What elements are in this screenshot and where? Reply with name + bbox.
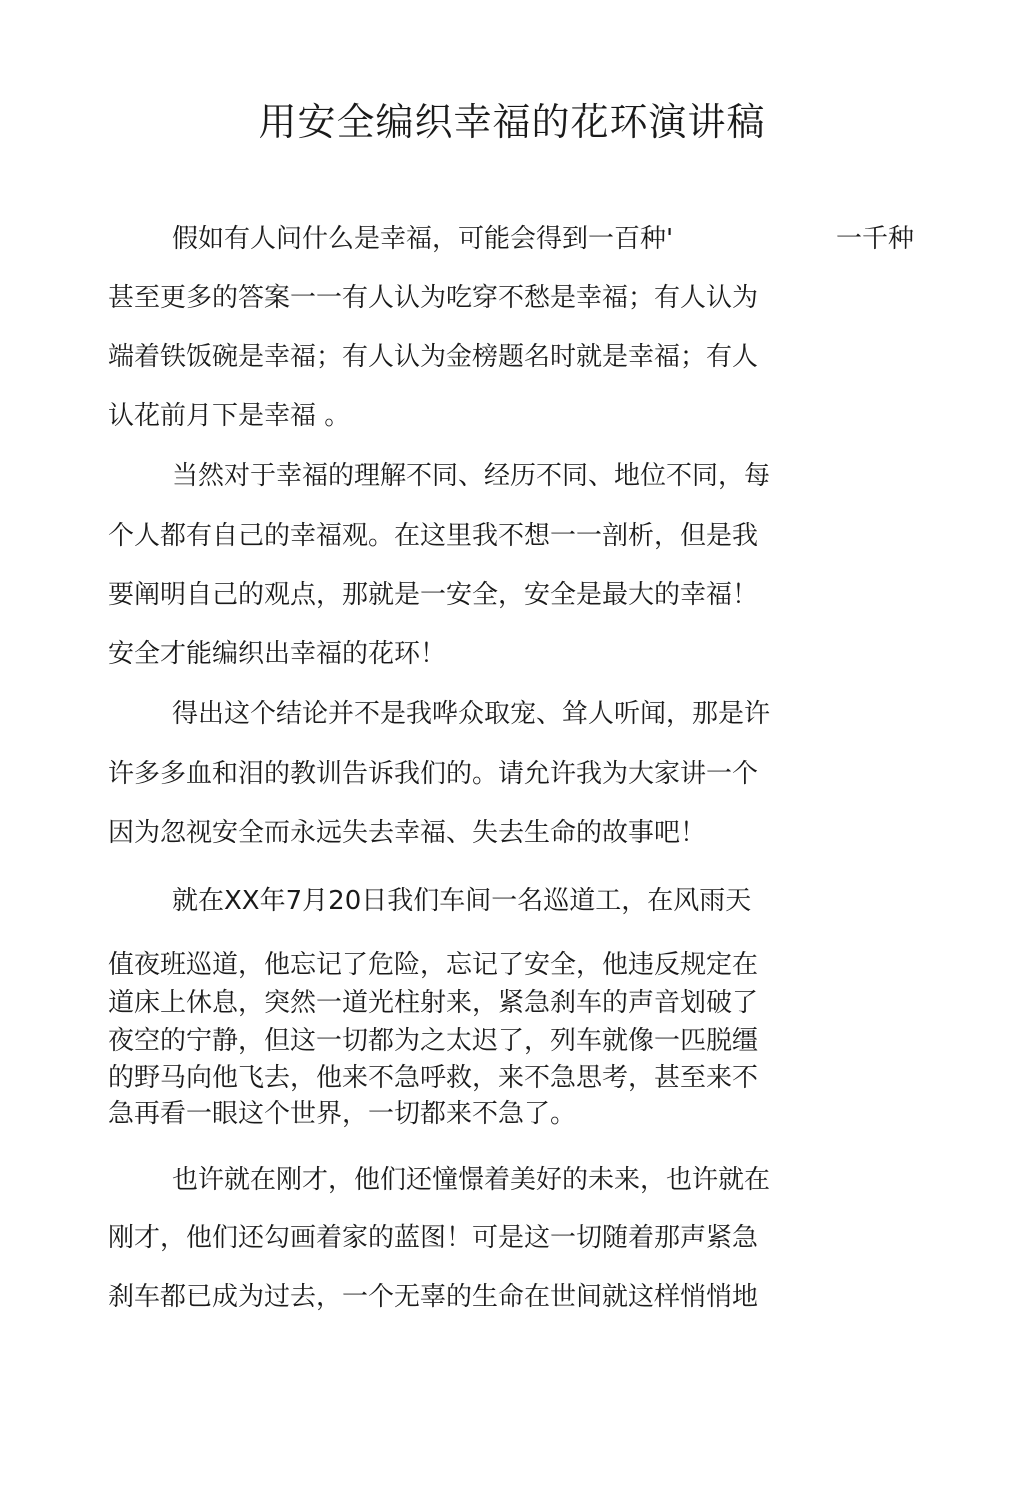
paragraph-line: 认花前月下是幸福 。 <box>108 401 351 431</box>
paragraph-line: 端着铁饭碗是幸福；有人认为金榜题名时就是幸福；有人 <box>108 342 759 372</box>
paragraph-line: 许多多血和泪的教训告诉我们的。请允许我为大家讲一个 <box>108 759 759 789</box>
paragraph-line: 一千种 <box>836 224 915 254</box>
paragraph-line: 值夜班巡道，他忘记了危险，忘记了安全，他违反规定在 <box>108 950 759 980</box>
paragraph-line: 安全才能编织出幸福的花环！ <box>108 639 447 669</box>
paragraph-line: 道床上休息，突然一道光柱射来，紧急刹车的声音划破了 <box>108 988 759 1018</box>
paragraph-line: 个人都有自己的幸福观。在这里我不想一一剖析，但是我 <box>108 521 759 551</box>
paragraph-line: 夜空的宁静，但这一切都为之太迟了，列车就像一匹脱缰 <box>108 1026 759 1056</box>
document-title: 用安全编织幸福的花环演讲稿 <box>258 100 766 144</box>
paragraph-line: 甚至更多的答案一一有人认为吃穿不愁是幸福；有人认为 <box>108 283 759 313</box>
paragraph-line: 要阐明自己的观点，那就是一安全，安全是最大的幸福！ <box>108 580 759 610</box>
paragraph-line: 得出这个结论并不是我哗众取宠、耸人听闻，那是许 <box>172 699 771 729</box>
paragraph-line: 假如有人问什么是幸福，可能会得到一百种' <box>172 224 674 254</box>
paragraph-line: 也许就在刚才，他们还憧憬着美好的未来，也许就在 <box>172 1165 771 1195</box>
paragraph-line: 急再看一眼这个世界，一切都来不急了。 <box>108 1099 577 1129</box>
paragraph-line: 就在XX年7月20日我们车间一名巡道工，在风雨天 <box>172 886 752 916</box>
paragraph-line: 刹车都已成为过去，一个无辜的生命在世间就这样悄悄地 <box>108 1282 759 1312</box>
paragraph-line: 刚才，他们还勾画着家的蓝图！可是这一切随着那声紧急 <box>108 1223 759 1253</box>
paragraph-line: 的野马向他飞去，他来不急呼救，来不急思考，甚至来不 <box>108 1063 759 1093</box>
paragraph-line: 因为忽视安全而永远失去幸福、失去生命的故事吧！ <box>108 818 707 848</box>
paragraph-line: 当然对于幸福的理解不同、经历不同、地位不同，每 <box>172 461 771 491</box>
